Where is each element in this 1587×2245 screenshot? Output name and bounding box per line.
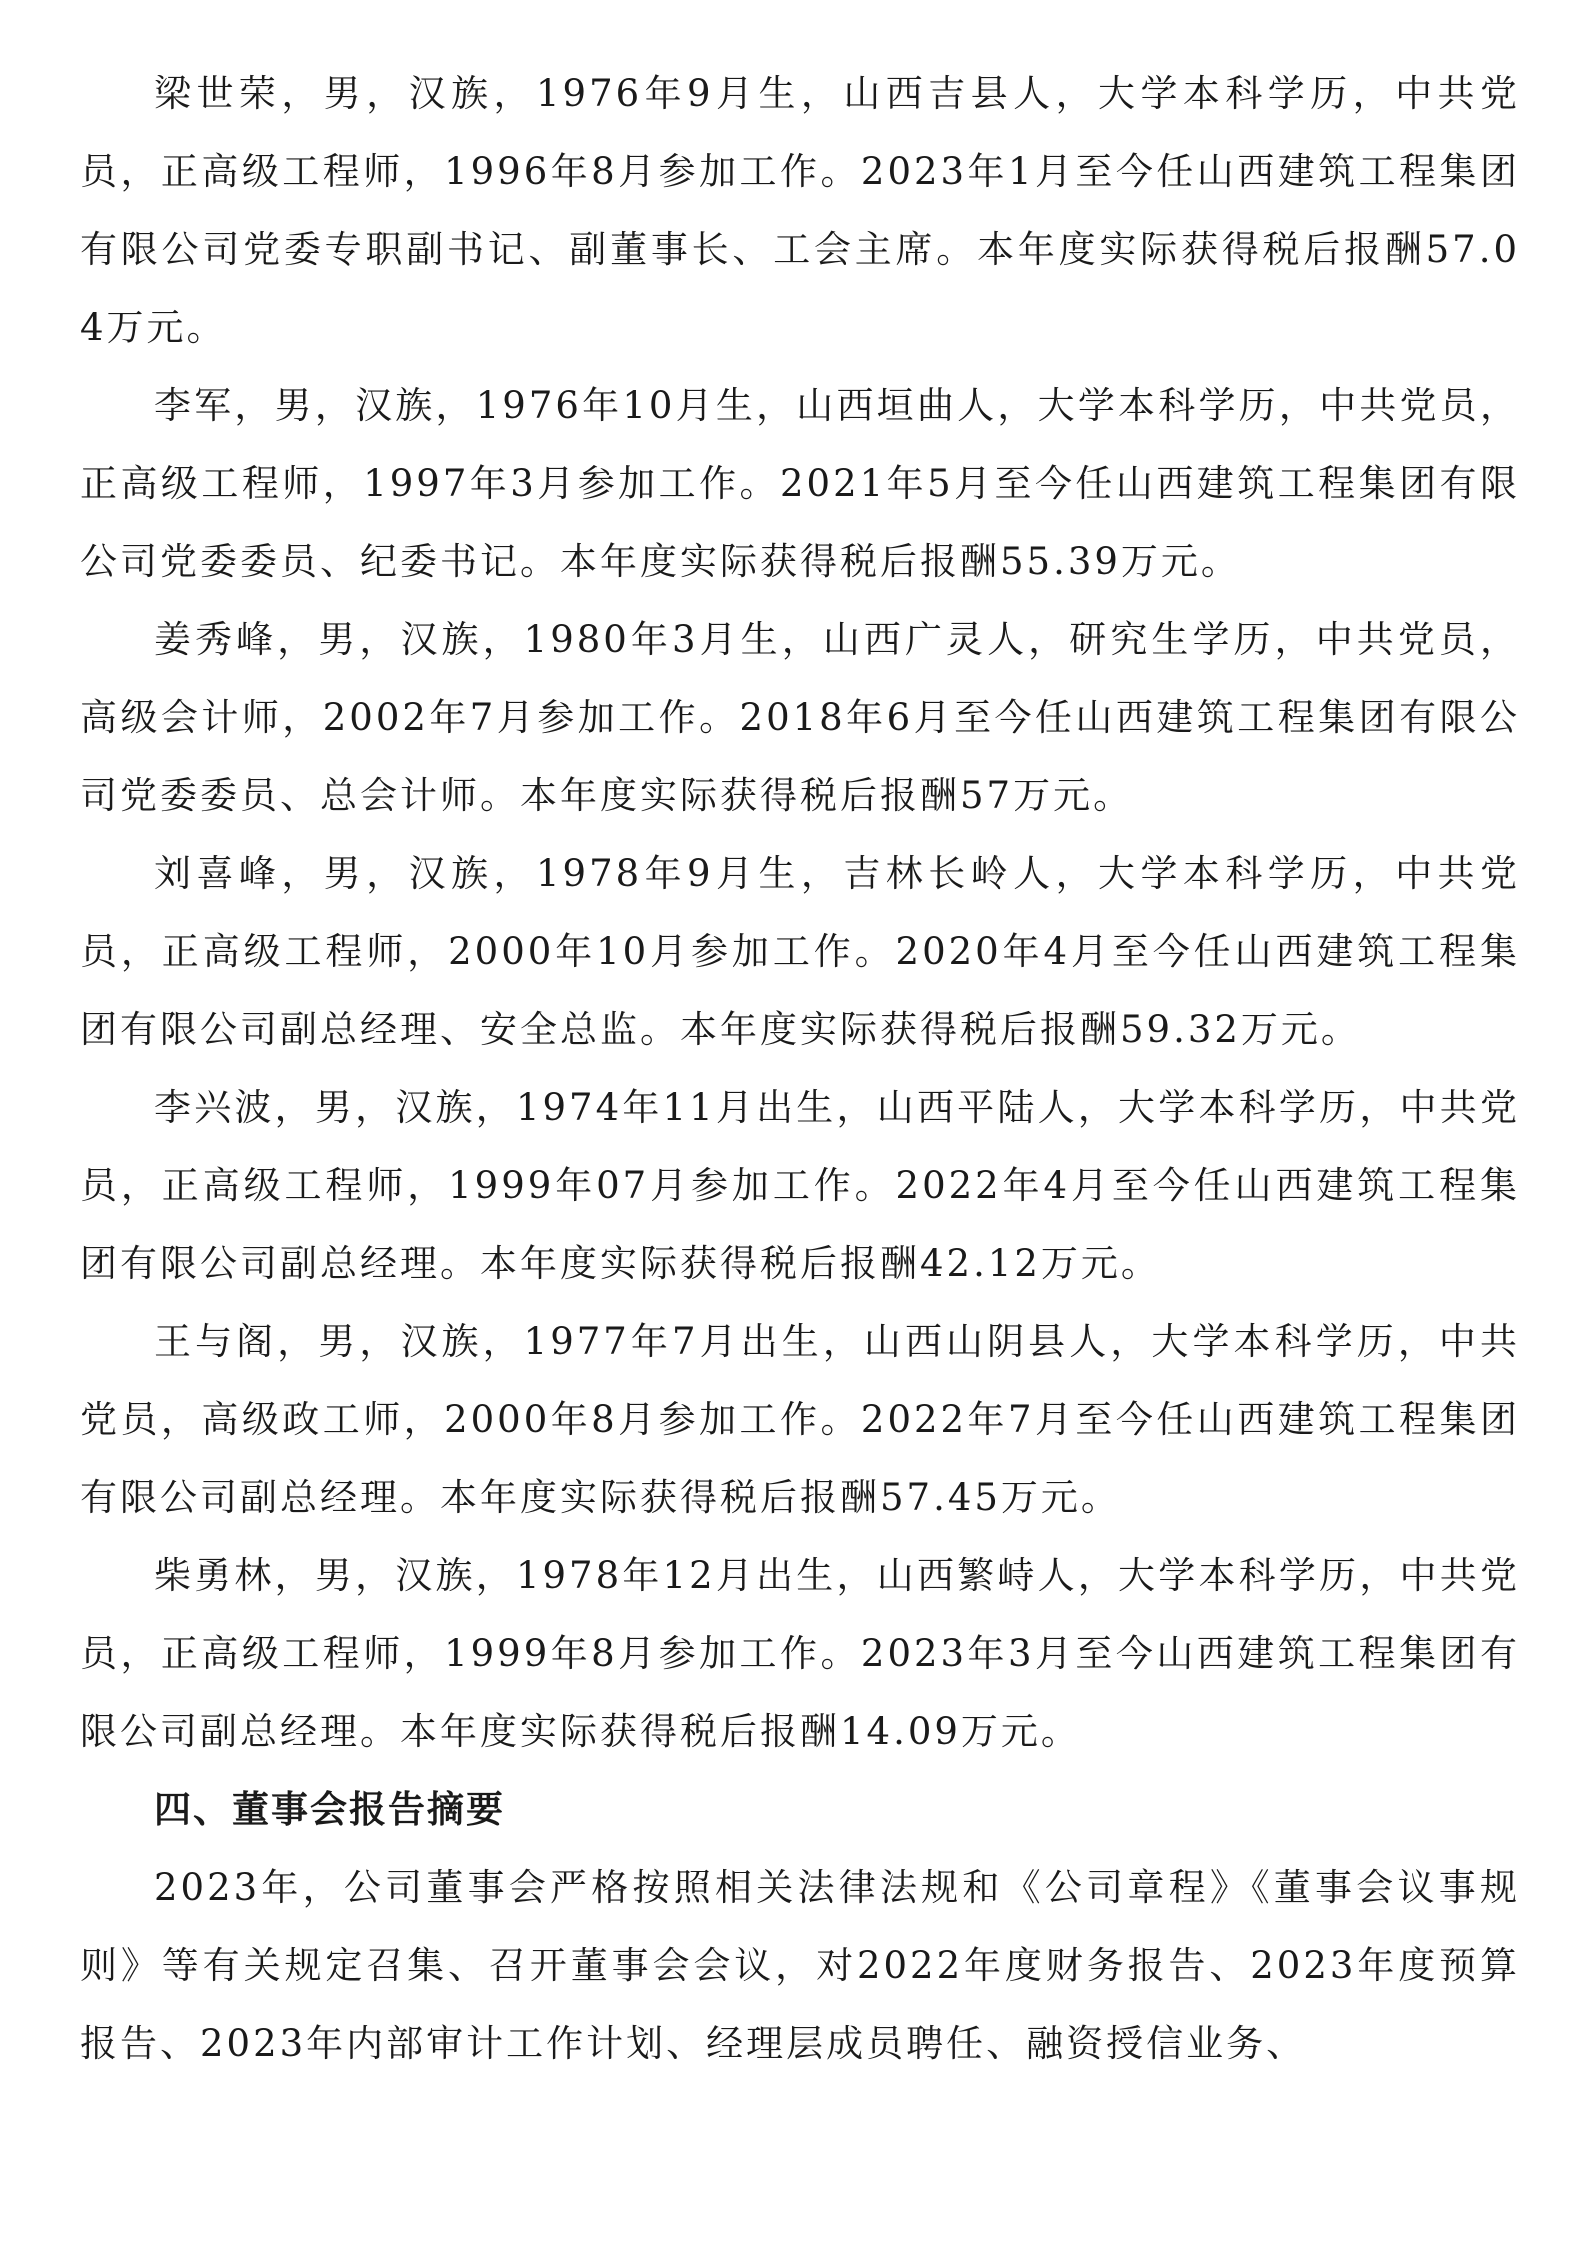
- bio-paragraph-chai-yonglin: 柴勇林，男，汉族，1978年12月出生，山西繁峙人，大学本科学历，中共党员，正高级工程师，1999年8月参加工作。2023年3月至今山西建筑工程集团有限公司副总经理。本年度实际获得税后报酬14.09万元。: [80, 1554, 1520, 1753]
- bio-paragraph-jiang-xiufeng: 姜秀峰，男，汉族，1980年3月生，山西广灵人，研究生学历，中共党员，高级会计师，2002年7月参加工作。2018年6月至今任山西建筑工程集团有限公司党委委员、总会计师。本年度实际获得税后报酬57万元。: [80, 618, 1520, 817]
- bio-paragraph-liang-shirong: 梁世荣，男，汉族，1976年9月生，山西吉县人，大学本科学历，中共党员，正高级工程师，1996年8月参加工作。2023年1月至今任山西建筑工程集团有限公司党委专职副书记、副董事长、工会主席。本年度实际获得税后报酬57.04万元。: [80, 72, 1520, 349]
- section-heading-board-report: 四、董事会报告摘要: [154, 1788, 505, 1831]
- board-report-paragraph: 2023年，公司董事会严格按照相关法律法规和《公司章程》《董事会议事规则》等有关规定召集、召开董事会会议，对2022年度财务报告、2023年度预算报告、2023年内部审计工作计划、经理层成员聘任、融资授信业务、: [80, 1866, 1520, 2065]
- bio-paragraph-li-xingbo: 李兴波，男，汉族，1974年11月出生，山西平陆人，大学本科学历，中共党员，正高级工程师，1999年07月参加工作。2022年4月至今任山西建筑工程集团有限公司副总经理。本年度实际获得税后报酬42.12万元。: [80, 1086, 1520, 1285]
- bio-paragraph-liu-xifeng: 刘喜峰，男，汉族，1978年9月生，吉林长岭人，大学本科学历，中共党员，正高级工程师，2000年10月参加工作。2020年4月至今任山西建筑工程集团有限公司副总经理、安全总监。本年度实际获得税后报酬59.32万元。: [80, 852, 1520, 1051]
- document-page: [80, 55, 1520, 2083]
- bio-paragraph-li-jun: 李军，男，汉族，1976年10月生，山西垣曲人，大学本科学历，中共党员，正高级工程师，1997年3月参加工作。2021年5月至今任山西建筑工程集团有限公司党委委员、纪委书记。本年度实际获得税后报酬55.39万元。: [80, 384, 1520, 583]
- bio-paragraph-wang-yuge: 王与阁，男，汉族，1977年7月出生，山西山阴县人，大学本科学历，中共党员，高级政工师，2000年8月参加工作。2022年7月至今任山西建筑工程集团有限公司副总经理。本年度实际获得税后报酬57.45万元。: [80, 1320, 1520, 1519]
